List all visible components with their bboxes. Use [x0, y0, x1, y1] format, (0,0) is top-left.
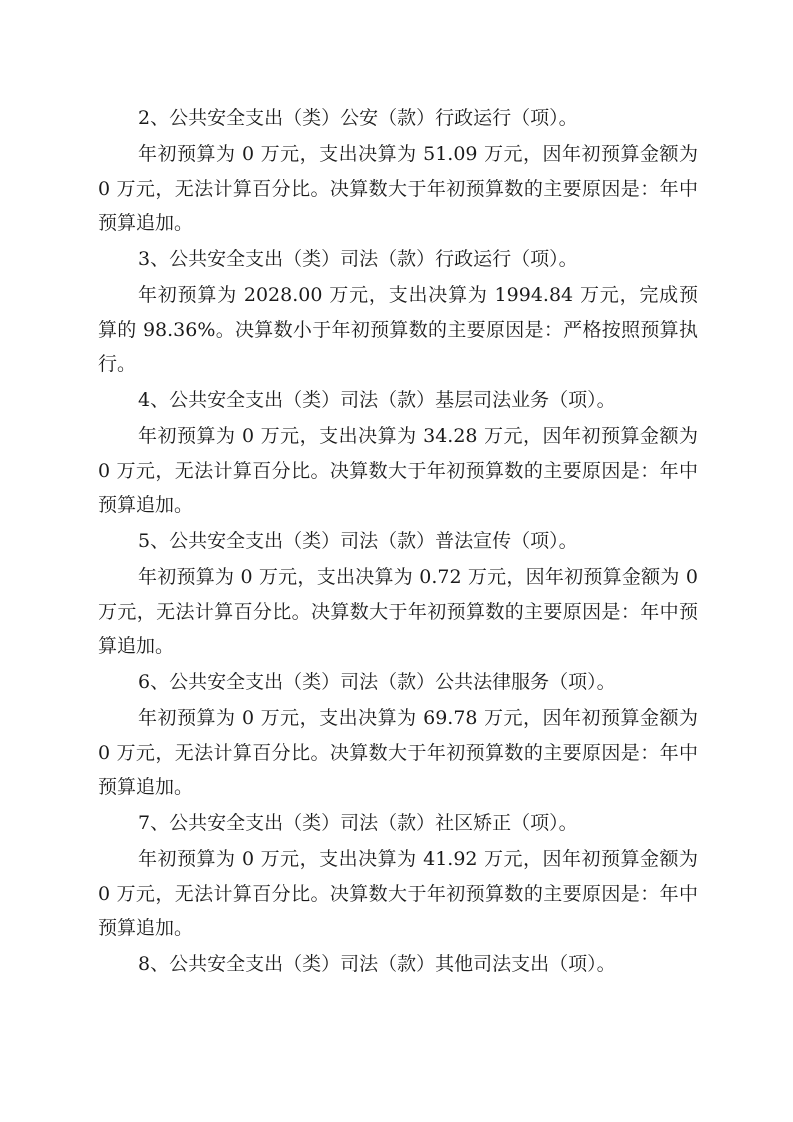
section-heading-8: 8、公共安全支出（类）司法（款）其他司法支出（项）。 — [138, 953, 616, 975]
section-text-7: 年初预算为 0 万元，支出决算为 41.92 万元，因年初预算金额为 0 万元，无法计算百分比。决算数大于年初预算数的主要原因是：年中预算追加。 — [98, 848, 698, 939]
section-text-2: 年初预算为 0 万元，支出决算为 51.09 万元，因年初预算金额为 0 万元，无法计算百分比。决算数大于年初预算数的主要原因是：年中预算追加。 — [98, 143, 698, 234]
section-heading-5: 5、公共安全支出（类）司法（款）普法宣传（项）。 — [138, 530, 578, 552]
section-text-5: 年初预算为 0 万元，支出决算为 0.72 万元，因年初预算金额为 0 万元，无法计算百分比。决算数大于年初预算数的主要原因是：年中预算追加。 — [98, 566, 698, 657]
section-heading-7: 7、公共安全支出（类）司法（款）社区矫正（项）。 — [138, 812, 578, 834]
section-heading-6: 6、公共安全支出（类）司法（款）公共法律服务（项）。 — [138, 671, 616, 693]
section-heading-3: 3、公共安全支出（类）司法（款）行政运行（项）。 — [138, 248, 578, 270]
section-heading-4: 4、公共安全支出（类）司法（款）基层司法业务（项）。 — [138, 389, 616, 411]
document-body — [98, 101, 698, 983]
section-text-6: 年初预算为 0 万元，支出决算为 69.78 万元，因年初预算金额为 0 万元，无法计算百分比。决算数大于年初预算数的主要原因是：年中预算追加。 — [98, 707, 698, 798]
section-text-3: 年初预算为 2028.00 万元，支出决算为 1994.84 万元，完成预算的 98.36%。决算数小于年初预算数的主要原因是：严格按照预算执行。 — [98, 284, 698, 375]
section-heading-2: 2、公共安全支出（类）公安（款）行政运行（项）。 — [138, 107, 578, 129]
section-text-4: 年初预算为 0 万元，支出决算为 34.28 万元，因年初预算金额为 0 万元，无法计算百分比。决算数大于年初预算数的主要原因是：年中预算追加。 — [98, 425, 698, 516]
